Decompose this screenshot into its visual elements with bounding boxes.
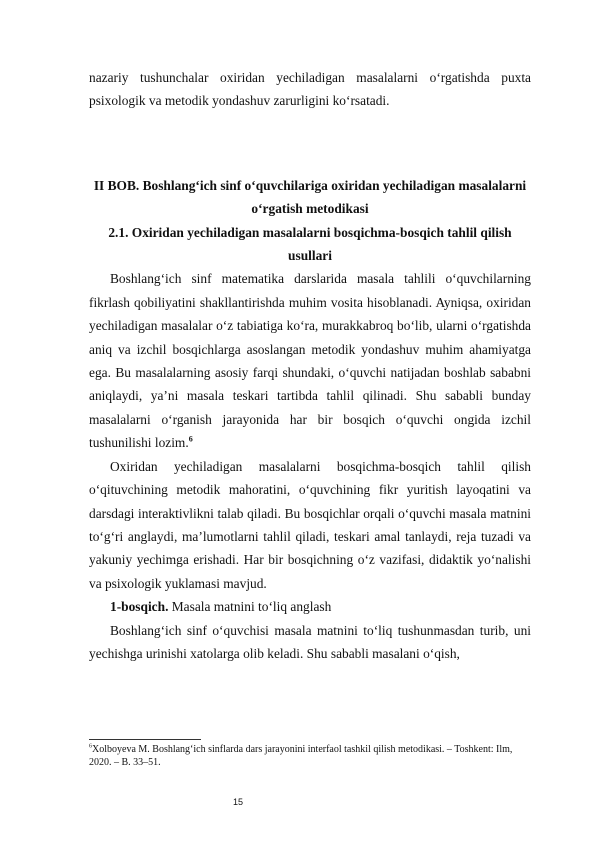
footnote-divider: [89, 739, 201, 740]
footnote-text: Xolboyeva M. Boshlang‘ich sinflarda dars jarayonini interfaol tashkil qilish metodikasi. – Toshkent: Ilm, 2020. – B. 33–51.: [89, 744, 513, 768]
footnote-reference[interactable]: 6: [188, 434, 193, 444]
intro-paragraph: nazariy tushunchalar oxiridan yechiladigan masalalarni o‘rgatishda puxta psixologik va metodik yondashuv zarurligini ko‘rsatadi.: [89, 70, 531, 109]
section-title: 2.1. Oxiridan yechiladigan masalalarni bosqichma-bosqich tahlil qilish usullari: [108, 224, 512, 264]
step-1-text: Masala matnini to‘liq anglash: [168, 599, 332, 615]
step-1-label: 1-bosqich.: [110, 599, 169, 615]
paragraph-1-text: Boshlang‘ich sinf matematika darslarida masala tahlili o‘quvchilarning fikrlash qobiliyatini shakllantirishda muhim vosita hisoblanadi. Ayniqsa, oxiridan yechiladigan masalalar o‘z tabiatiga ko‘ra, murakkabroq bo‘lib, ularni o‘rgatishda aniq va izchil bosqichlarga asoslangan metodik yondashuv muhim ahamiyatga ega. Bu masalalarning asosiy farqi shundaki, o‘quvchi natijadan boshlab sababni aniqlaydi, ya’ni masala teskari tartibda tahlil qilinadi. Shu sababli bunday masalalarni o‘rganish jarayonida har bir bosqich o‘quvchi ongida izchil tushunilishi lozim.: [89, 271, 531, 451]
paragraph-3: Boshlang‘ich sinf o‘quvchisi masala matnini to‘liq tushunmasdan turib, uni yechishga urinishi xatolarga olib keladi. Shu sababli masalani o‘qish,: [89, 622, 531, 661]
step-1-heading: [89, 595, 531, 618]
paragraph-1: [89, 267, 531, 454]
footnote: [89, 743, 531, 769]
page-body: [89, 66, 531, 665]
page-number: 15: [232, 797, 243, 807]
spacer: [89, 113, 531, 174]
chapter-title: II BOB. Boshlang‘ich sinf o‘quvchilariga oxiridan yechiladigan masalalarni o‘rgatish metodikasi: [93, 177, 527, 217]
footnote-number: 6: [89, 743, 92, 750]
paragraph-2: Oxiridan yechiladigan masalalarni bosqichma-bosqich tahlil qilish o‘qituvchining metodik mahoratini, o‘quvchining fikr yuritish layoqatini va darsdagi interaktivlikni talab qiladi. Bu bosqichlar orqali o‘quvchi masala matnini to‘g‘ri anglaydi, ma’lumotlarni tahlil qiladi, teskari amal tanlaydi, reja tuzadi va yakuniy yechimga erishadi. Har bir bosqichning o‘z vazifasi, didaktik yo‘nalishi va psixologik yuklamasi mavjud.: [89, 458, 531, 591]
